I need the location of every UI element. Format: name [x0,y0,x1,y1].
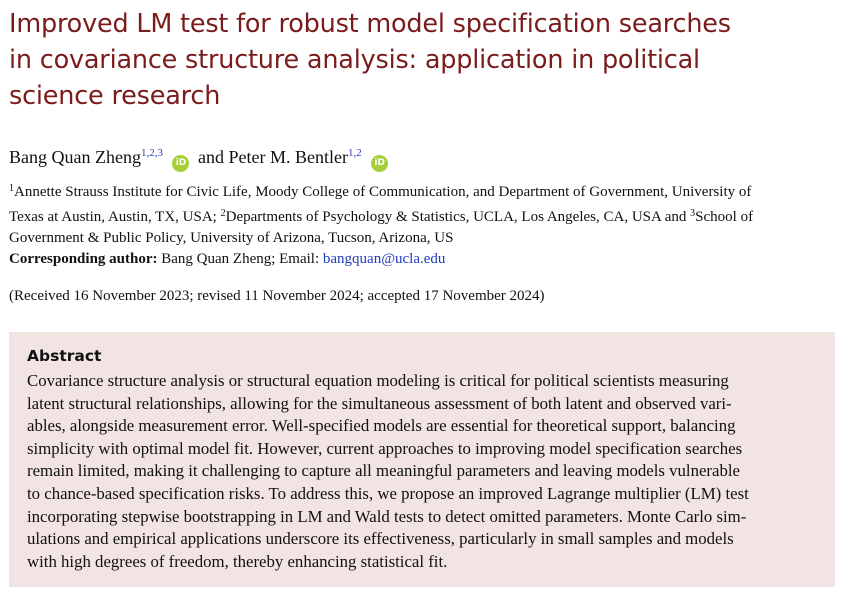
affiliation-text: Departments of Psychology & Statistics, UCLA, Los Angeles, CA, USA and [225,209,687,225]
orcid-icon[interactable]: iD [371,155,388,172]
author-connector: and [197,147,224,167]
abstract-line: ulations and empirical applications underscore its effectiveness, particularly in small samples and models [27,529,734,549]
affiliation-line [9,178,834,203]
affiliation-sup: 2 [220,208,226,219]
affiliation-text: School of [695,209,754,225]
author-name: Peter M. Bentler [228,147,348,167]
title-line: science research [9,81,221,111]
abstract-body [27,370,819,573]
author-list [9,142,392,172]
affiliation-sup: 1 [9,183,14,194]
abstract-line: latent structural relationships, allowing for the simultaneous assessment of both latent and observed vari- [27,393,732,413]
abstract-line: incorporating stepwise bootstrapping in LM and Wald tests to detect omitted parameters. Monte Carlo sim- [27,506,747,526]
corresponding-author [9,249,834,270]
affiliation-line [9,203,834,228]
abstract-line: simplicity with optimal model fit. However, current approaches to improving model specification searches [27,438,743,458]
abstract-line: Covariance structure analysis or structural equation modeling is critical for political scientists measuring [27,371,729,390]
abstract-line: ables, alongside measurement error. Well-specified models are essential for theoretical support, balancing [27,416,736,436]
abstract-box [9,332,835,587]
affiliation-text: Texas at Austin, Austin, TX, USA; [9,209,217,225]
affiliation-text: Annette Strauss Institute for Civic Life, Moody College of Communication, and Department of Government, University of [14,184,752,200]
abstract-line: to chance-based specification risks. To address this, we propose an improved Lagrange multiplier (LM) test [27,483,749,503]
corresponding-label: Corresponding author: [9,251,158,267]
title-line: Improved LM test for robust model specification searches [9,9,731,39]
corresponding-text: Bang Quan Zheng; Email: [161,251,320,267]
author-name: Bang Quan Zheng [9,147,141,167]
abstract-heading: Abstract [27,347,102,365]
received-dates: (Received 16 November 2023; revised 11 November 2024; accepted 17 November 2024) [9,288,545,304]
email-link[interactable]: bangquan@ucla.edu [322,251,446,267]
affiliation-sup: 3 [690,208,696,219]
orcid-icon[interactable]: iD [172,155,189,172]
paper-title [9,6,844,114]
author-affiliation-sup: 1,2,3 [140,147,163,159]
abstract-line: with high degrees of freedom, thereby enhancing statistical fit. [27,551,448,571]
affiliations [9,178,834,270]
affiliation-line: Government & Public Policy, University of Arizona, Tucson, Arizona, US [9,230,454,246]
abstract-line: remain limited, making it challenging to capture all meaningful parameters and leaving models vulnerable [27,461,740,481]
title-line: in covariance structure analysis: application in political [9,45,700,75]
author-affiliation-sup: 1,2 [347,147,362,159]
